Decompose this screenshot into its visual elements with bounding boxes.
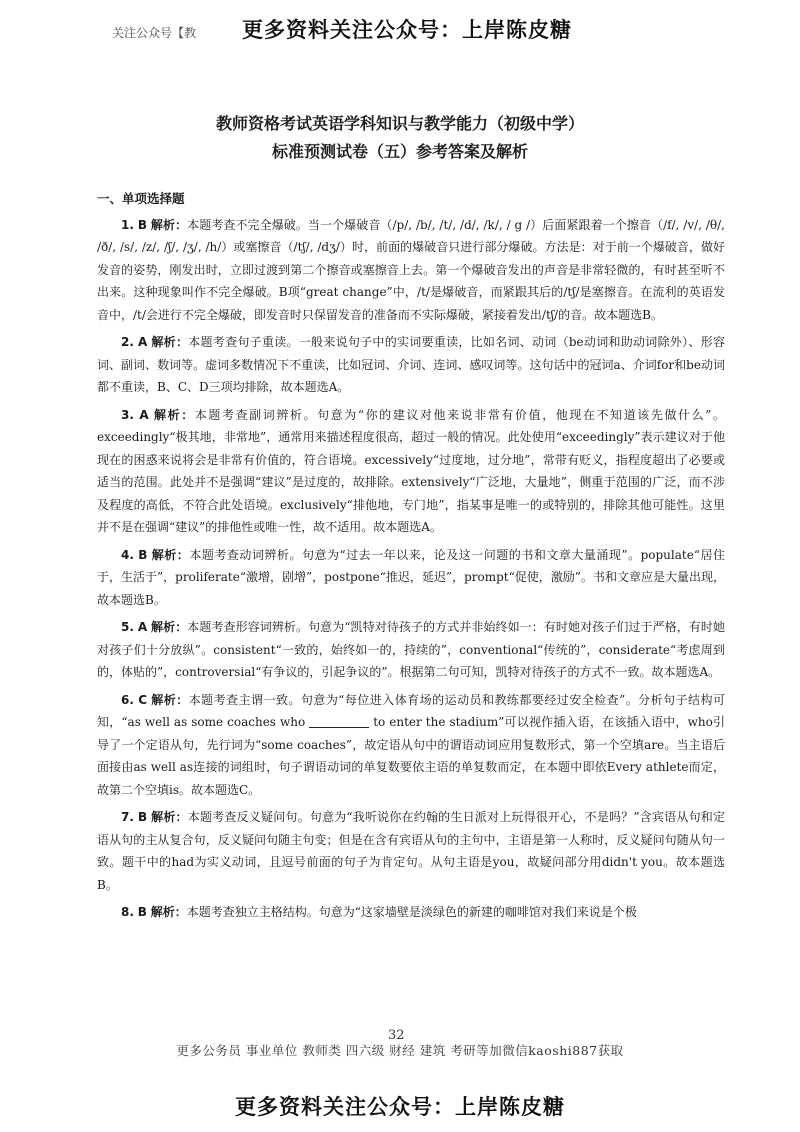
question-number: 6. bbox=[121, 692, 134, 707]
question-item bbox=[97, 901, 725, 924]
question-answer: C bbox=[138, 692, 148, 707]
question-answer: B bbox=[137, 217, 147, 232]
title-block bbox=[0, 110, 800, 166]
question-number: 4. bbox=[121, 547, 134, 562]
page-number: 32 bbox=[388, 1028, 405, 1043]
analysis-label: 解析： bbox=[151, 547, 190, 562]
question-item bbox=[97, 214, 725, 327]
question-explanation: 本题考查动词辨析。句意为“过去一年以来，论及这一问题的书和文章大量涌现”。populate“居住于，生活于”，proliferate“激增，剧增”，postpone“推迟，延迟”，prompt“促使，激励”。书和文章应是大量出现，故本题选B。 bbox=[97, 547, 725, 607]
question-item bbox=[97, 806, 725, 896]
question-number: 3. bbox=[121, 407, 134, 422]
question-number: 8. bbox=[121, 905, 134, 919]
title-line-2: 标准预测试卷（五）参考答案及解析 bbox=[271, 142, 528, 161]
footer-note: 更多公务员 事业单位 教师类 四六级 财经 建筑 考研等加微信kaoshi887获取 bbox=[176, 1043, 624, 1058]
question-explanation: 本题考查独立主格结构。句意为“这家墙壁是淡绿色的新建的咖啡馆对我们来说是个极 bbox=[186, 905, 637, 919]
question-explanation: 本题考查反义疑问句。句意为“我听说你在约翰的生日派对上玩得很开心，不是吗？”含宾语从句和定语从句的主从复合句，反义疑问句随主句变；但是在含有宾语从句的主句中，主语是第一人称时，反义疑问句随从句一致。题干中的had为实义动词，且逗号前面的句子为肯定句。从句主语是you，故疑问部分用didn't you。故本题选B。 bbox=[97, 810, 725, 892]
question-number: 1. bbox=[121, 217, 134, 232]
question-number: 7. bbox=[121, 810, 134, 824]
question-item bbox=[97, 331, 725, 399]
top-banner: 更多资料关注公众号：上岸陈皮糖 bbox=[242, 18, 572, 42]
question-explanation: 本题考查句子重读。一般来说句子中的实词要重读，比如名词、动词（be动词和助动词除外）、形容词、副词、数词等。虚词多数情况下不重读，比如冠词、介词、连词、感叹词等。这句话中的冠词a、介词for和be动词都不重读，B、C、D三项均排除，故本题选A。 bbox=[97, 335, 725, 394]
question-number: 2. bbox=[121, 335, 134, 349]
analysis-label: 解析： bbox=[151, 620, 188, 634]
question-item bbox=[97, 689, 725, 802]
analysis-label: 解析： bbox=[154, 407, 195, 422]
question-explanation-continued: to enter the stadium”可以视作插入语，在该插入语中，who引导了一个定语从句，先行词为“some coaches”，故定语从句中的谓语动词应用复数形式，第一个空填are。当主语后面接由as well as连接的词组时，句子谓语动词的单复数要依主语的单复数而定，在本题中即依Every athlete而定，故第二个空填is。故本题选C。 bbox=[97, 715, 725, 797]
question-item bbox=[97, 544, 725, 612]
analysis-label: 解析： bbox=[151, 810, 188, 824]
question-explanation: 本题考查形容词辨析。句意为“凯特对待孩子的方式并非始终如一：有时她对孩子们过于严格，有时她对孩子们十分放纵”。consistent“一致的，始终如一的，持续的”，conventional“传统的”，considerate“考虑周到的，体贴的”，controversial“有争议的，引起争议的”。根据第二句可知，凯特对待孩子的方式不一致。故本题选A。 bbox=[97, 620, 725, 679]
section-heading: 一、单项选择题 bbox=[97, 191, 185, 206]
question-explanation: 本题考查主谓一致。句意为“每位进入体育场的运动员和教练都要经过安全检查”。分析句子结构可知，“as well as some coaches who bbox=[97, 692, 725, 729]
question-answer: B bbox=[137, 810, 148, 824]
analysis-label: 解析： bbox=[151, 335, 189, 349]
analysis-label: 解析： bbox=[151, 692, 189, 707]
analysis-label: 解析： bbox=[150, 217, 188, 232]
question-item bbox=[97, 616, 725, 684]
fill-blank-line bbox=[309, 715, 369, 728]
question-answer: B bbox=[138, 547, 148, 562]
question-explanation: 本题考查不完全爆破。当一个爆破音（/p/, /b/, /t/, /d/, /k/, / g /）后面紧跟着一个擦音（/f/, /v/, /θ/, /ð/, /s/, /z/, /ʃ/, /ʒ/, /h/）或塞擦音（/tʃ/, /dʒ/）时，前面的爆破音只进行部分爆破。方法是：对于前一个爆破音，做好发音的姿势，刚发出时，立即过渡到第二个擦音或塞擦音上去。第一个爆破音发出的声音是非常轻微的，有时甚至听不出来。这种现象叫作不完全爆破。B项“great change”中，/t/是爆破音，而紧跟其后的/tʃ/是塞擦音。在流利的英语发音中，/t/会进行不完全爆破，即发音时只保留发音的准备而不实际爆破，紧接着发出/tʃ/的音。故本题选B。 bbox=[97, 217, 725, 322]
question-answer: A bbox=[139, 407, 149, 422]
bottom-banner: 更多资料关注公众号：上岸陈皮糖 bbox=[235, 1095, 565, 1119]
question-number: 5. bbox=[121, 620, 134, 634]
answer-content bbox=[97, 188, 725, 929]
question-answer: B bbox=[137, 905, 147, 919]
question-answer: A bbox=[137, 620, 148, 634]
title-line-1: 教师资格考试英语学科知识与教学能力（初级中学） bbox=[215, 114, 584, 133]
analysis-label: 解析： bbox=[150, 905, 187, 919]
header-left-note: 关注公众号【教 bbox=[112, 26, 197, 40]
question-explanation: 本题考查副词辨析。句意为“你的建议对他来说非常有价值，他现在不知道该先做什么”。exceedingly“极其地，非常地”，通常用来描述程度很高，超过一般的情况。此处使用“exceedingly”表示建议对于他现在的困惑来说将会是非常有价值的，符合语境。excessively“过度地，过分地”，常带有贬义，指程度超出了必要或适当的范围。此处并不是强调“建议”是过度的，故排除。extensively“广泛地，大量地”，侧重于范围的广泛，而不涉及程度的高低，不符合此处语境。exclusively“排他地，专门地”，指某事是唯一的或特别的，排除其他可能性。这里并不是在强调“建议”的排他性或唯一性，故不适用。故本题选A。 bbox=[97, 407, 725, 534]
question-item bbox=[97, 404, 725, 539]
question-answer: A bbox=[138, 335, 148, 349]
